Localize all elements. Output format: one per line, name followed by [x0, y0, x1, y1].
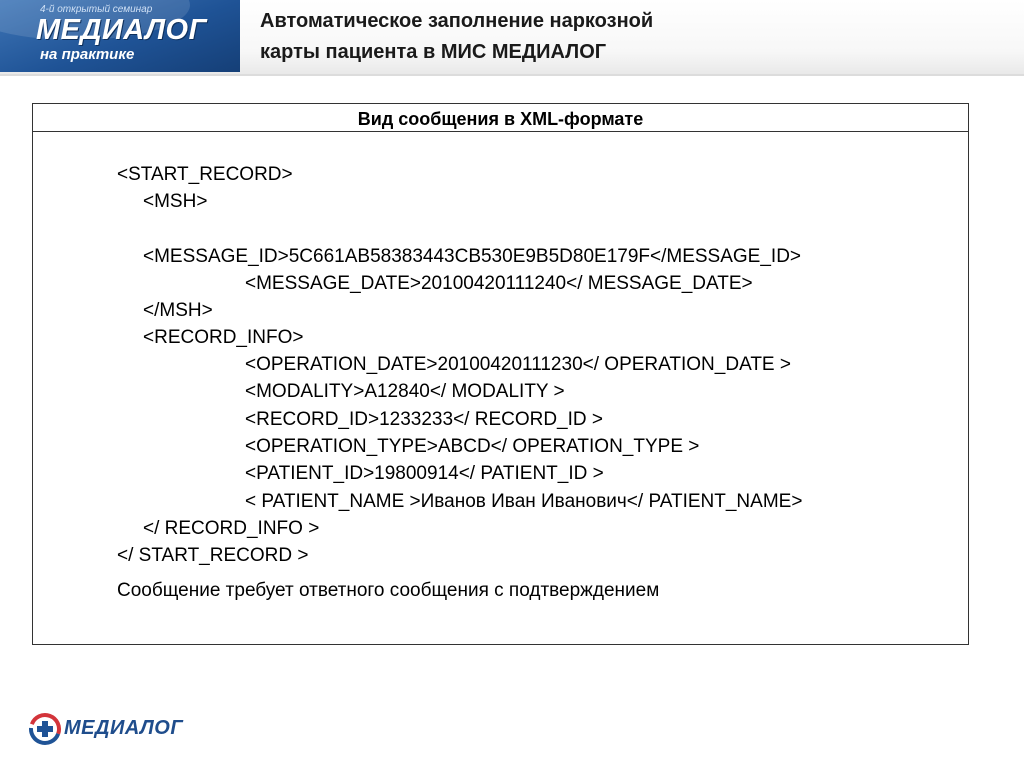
header-bar	[0, 0, 1024, 76]
medialog-mark-icon	[28, 712, 62, 746]
xml-line-message-date: <MESSAGE_DATE>20100420111240</ MESSAGE_DATE>	[245, 273, 753, 294]
xml-line-msh-close: </MSH>	[143, 300, 213, 321]
footer-logo	[28, 712, 228, 748]
slide-title	[260, 6, 880, 68]
slide-title-line-1: Автоматическое заполнение наркозной	[260, 10, 654, 32]
xml-line-record-info-close: </ RECORD_INFO >	[143, 518, 320, 539]
xml-line-start-record-close: </ START_RECORD >	[117, 545, 309, 566]
xml-line-operation-date: <OPERATION_DATE>20100420111230</ OPERATION_DATE >	[245, 354, 791, 375]
confirmation-note: Сообщение требует ответного сообщения с подтверждением	[117, 580, 660, 601]
xml-line-modality: <MODALITY>A12840</ MODALITY >	[245, 381, 565, 402]
xml-line-patient-name: < PATIENT_NAME >Иванов Иван Иванович</ PATIENT_NAME>	[245, 491, 803, 512]
logo-sub-text: на практике	[40, 46, 135, 63]
xml-line-patient-id: <PATIENT_ID>19800914</ PATIENT_ID >	[245, 463, 604, 484]
xml-line-message-id: <MESSAGE_ID>5C661AB58383443CB530E9B5D80E179F</MESSAGE_ID>	[143, 246, 802, 267]
xml-message-panel	[32, 103, 969, 645]
xml-line-operation-type: <OPERATION_TYPE>ABCD</ OPERATION_TYPE >	[245, 436, 700, 457]
slide-title-line-2: карты пациента в МИС МЕДИАЛОГ	[260, 41, 607, 63]
xml-line-record-info-open: <RECORD_INFO>	[143, 327, 304, 348]
logo-main-text: МЕДИАЛОГ	[36, 14, 207, 46]
panel-heading: Вид сообщения в XML-формате	[33, 104, 968, 132]
xml-line-record-id: <RECORD_ID>1233233</ RECORD_ID >	[245, 409, 603, 430]
seminar-logo	[0, 0, 240, 72]
logo-small-text: 4-й открытый семинар	[40, 4, 153, 15]
xml-line-msh-open: <MSH>	[143, 191, 208, 212]
footer-logo-text: МЕДИАЛОГ	[64, 717, 184, 739]
xml-line-start-record: <START_RECORD>	[117, 164, 293, 185]
